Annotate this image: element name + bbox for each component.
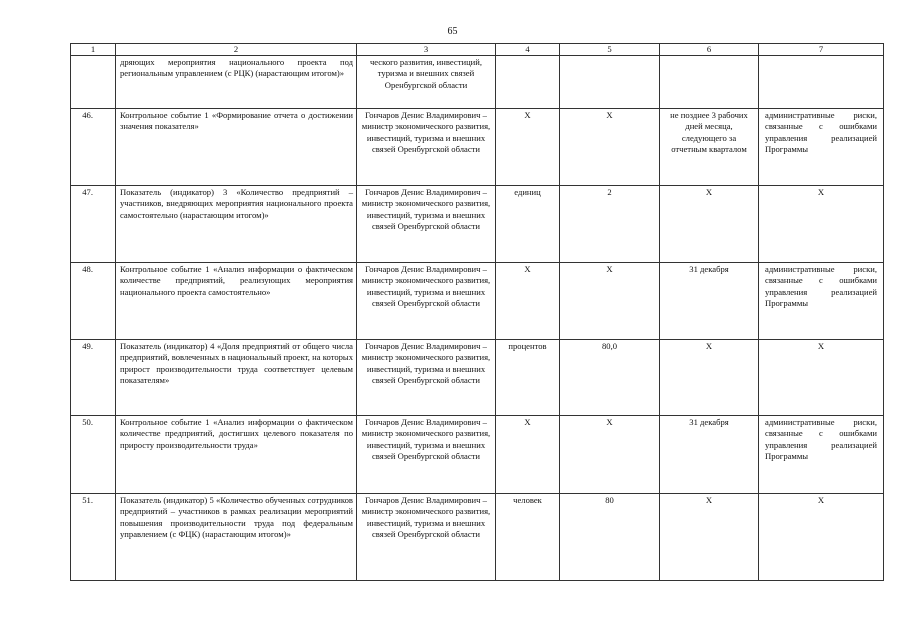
row-number: 50. (71, 416, 116, 494)
row-number: 49. (71, 340, 116, 416)
table-row (71, 56, 884, 109)
deadline-cell: Х (660, 340, 759, 416)
deadline-cell (660, 56, 759, 109)
table-row (71, 494, 884, 581)
responsible-cell: ческого развития, инвестиций, туризма и внешних связей Оренбургской области (357, 56, 496, 109)
unit-cell: человек (496, 494, 560, 581)
risks-cell: административные риски, связанные с ошибками управления реализацией Программы (759, 416, 884, 494)
row-number: 47. (71, 186, 116, 263)
table-row (71, 340, 884, 416)
value-cell: 80 (560, 494, 660, 581)
responsible-cell: Гончаров Денис Владимирович – министр экономического развития, инвестиций, туризма и внешних связей Оренбургской области (357, 109, 496, 186)
column-header: 3 (357, 44, 496, 56)
unit-cell: процентов (496, 340, 560, 416)
deadline-cell: не позднее 3 рабочих дней месяца, следующего за отчетным кварталом (660, 109, 759, 186)
unit-cell (496, 56, 560, 109)
column-header: 2 (116, 44, 357, 56)
indicator-cell: Показатель (индикатор) 3 «Количество предприятий – участников, внедряющих мероприятия национального проекта самостоятельно (нарастающим итогом)» (116, 186, 357, 263)
column-header: 4 (496, 44, 560, 56)
value-cell: 80,0 (560, 340, 660, 416)
indicator-cell: дряющих мероприятия национального проекта под региональным управлением (с РЦК) (нарастающим итогом)» (116, 56, 357, 109)
risks-cell (759, 56, 884, 109)
indicator-cell: Контрольное событие 1 «Анализ информации о фактическом количестве предприятий, реализующих мероприятия национального проекта самостоятельно» (116, 263, 357, 340)
table-row (71, 263, 884, 340)
header-row (71, 44, 884, 56)
row-number: 51. (71, 494, 116, 581)
responsible-cell: Гончаров Денис Владимирович – министр экономического развития, инвестиций, туризма и внешних связей Оренбургской области (357, 263, 496, 340)
column-header: 7 (759, 44, 884, 56)
column-header: 1 (71, 44, 116, 56)
indicator-cell: Контрольное событие 1 «Анализ информации о фактическом количестве предприятий, достигших целевого показателя по приросту производительности труда» (116, 416, 357, 494)
deadline-cell: 31 декабря (660, 416, 759, 494)
page-number: 65 (447, 26, 458, 37)
row-number: 46. (71, 109, 116, 186)
unit-cell: единиц (496, 186, 560, 263)
value-cell: 2 (560, 186, 660, 263)
column-header: 6 (660, 44, 759, 56)
value-cell (560, 56, 660, 109)
measures-table (70, 43, 884, 581)
indicator-cell: Показатель (индикатор) 4 «Доля предприятий от общего числа предприятий, вовлеченных в национальный проект, на которых прирост производительности труда соответствует целевым показателям» (116, 340, 357, 416)
indicator-cell: Контрольное событие 1 «Формирование отчета о достижении значения показателя» (116, 109, 357, 186)
value-cell: Х (560, 109, 660, 186)
value-cell: Х (560, 416, 660, 494)
table-row (71, 186, 884, 263)
deadline-cell: Х (660, 186, 759, 263)
indicator-cell: Показатель (индикатор) 5 «Количество обученных сотрудников предприятий – участников в рамках реализации мероприятий повышения производительности труда под федеральным управлением (с ФЦК) (нарастающим итогом)» (116, 494, 357, 581)
unit-cell: Х (496, 263, 560, 340)
unit-cell: Х (496, 109, 560, 186)
risks-cell: административные риски, связанные с ошибками управления реализацией Программы (759, 263, 884, 340)
deadline-cell: Х (660, 494, 759, 581)
unit-cell: Х (496, 416, 560, 494)
risks-cell: административные риски, связанные с ошибками управления реализацией Программы (759, 109, 884, 186)
table-row (71, 109, 884, 186)
row-number: 48. (71, 263, 116, 340)
responsible-cell: Гончаров Денис Владимирович – министр экономического развития, инвестиций, туризма и внешних связей Оренбургской области (357, 494, 496, 581)
risks-cell: Х (759, 186, 884, 263)
responsible-cell: Гончаров Денис Владимирович – министр экономического развития, инвестиций, туризма и внешних связей Оренбургской области (357, 186, 496, 263)
responsible-cell: Гончаров Денис Владимирович – министр экономического развития, инвестиций, туризма и внешних связей Оренбургской области (357, 340, 496, 416)
column-header: 5 (560, 44, 660, 56)
responsible-cell: Гончаров Денис Владимирович – министр экономического развития, инвестиций, туризма и внешних связей Оренбургской области (357, 416, 496, 494)
table-row (71, 416, 884, 494)
value-cell: Х (560, 263, 660, 340)
deadline-cell: 31 декабря (660, 263, 759, 340)
risks-cell: Х (759, 340, 884, 416)
row-number (71, 56, 116, 109)
risks-cell: Х (759, 494, 884, 581)
